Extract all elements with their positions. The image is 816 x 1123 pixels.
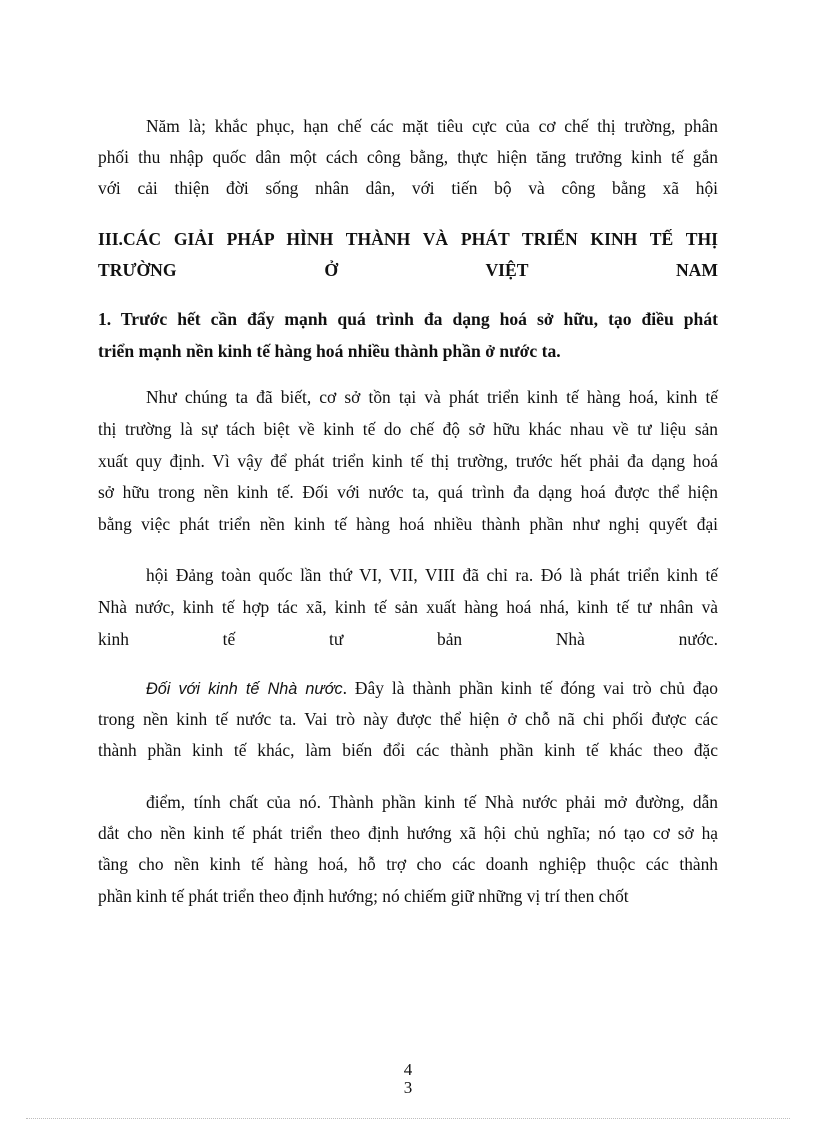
heading-word-truong: TRƯỜNG	[98, 260, 177, 280]
paragraph-3-line-1: hội Đảng toàn quốc lần thứ VI, VII, VIII đã chỉ ra. Đó là phát triển kinh tế	[146, 565, 718, 585]
italic-term: Đối với kinh tế Nhà nước	[146, 680, 343, 698]
paragraph-2-line-4: sở hữu trong nền kinh tế. Đối với nước ta, quá trình đa dạng hoá được thể hiện	[98, 482, 718, 502]
paragraph-2-line-1: Như chúng ta đã biết, cơ sở tồn tại và phát triển kinh tế hàng hoá, kinh tế	[146, 387, 718, 407]
page-number-top: 4	[403, 1060, 413, 1079]
paragraph-5-line-2: dắt cho nền kinh tế phát triển theo định hướng xã hội chủ nghĩa; nó tạo cơ sở hạ	[98, 823, 718, 843]
paragraph-1-line-2: phối thu nhập quốc dân một cách công bằng, thực hiện tăng trưởng kinh tế gắn	[98, 147, 718, 167]
section-heading-line-2	[98, 259, 718, 281]
paragraph-3-line-2: Nhà nước, kinh tế hợp tác xã, kinh tế sản xuất hàng hoá nhá, kinh tế tư nhân và	[98, 597, 718, 617]
heading-word-nam: NAM	[675, 260, 718, 280]
page-number-bottom: 3	[403, 1078, 413, 1097]
paragraph-5-line-1: điểm, tính chất của nó. Thành phần kinh tế Nhà nước phải mở đường, dẫn	[146, 792, 718, 812]
footer-dotted-rule	[26, 1118, 790, 1119]
section-heading-line-1: III.CÁC GIẢI PHÁP HÌNH THÀNH VÀ PHÁT TRIỂN KINH TẾ THỊ	[98, 229, 718, 249]
subheading-line-2: triển mạnh nền kinh tế hàng hoá nhiều thành phần ở nước ta.	[98, 341, 561, 361]
subheading-line-1: 1. Trước hết cần đẩy mạnh quá trình đa dạng hoá sở hữu, tạo điều phát	[98, 309, 718, 329]
paragraph-2-line-2: thị trường là sự tách biệt về kinh tế do chế độ sở hữu khác nhau về tư liệu sản	[98, 419, 718, 439]
paragraph-2-line-5: bằng việc phát triển nền kinh tế hàng hoá nhiều thành phần như nghị quyết đại	[98, 514, 718, 534]
paragraph-1-line-1: Năm là; khắc phục, hạn chế các mặt tiêu cực của cơ chế thị trường, phân	[146, 116, 718, 136]
heading-word-viet: VIỆT	[485, 260, 529, 280]
paragraph-1-line-3: với cải thiện đời sống nhân dân, với tiến bộ và công bằng xã hội	[98, 178, 718, 198]
heading-word-o: Ở	[324, 260, 338, 280]
paragraph-4-line-2: trong nền kinh tế nước ta. Vai trò này được thể hiện ở chỗ nã chi phối được các	[98, 709, 718, 729]
paragraph-4-line-3: thành phần kinh tế khác, làm biến đổi các thành phần kinh tế khác theo đặc	[98, 740, 718, 760]
paragraph-4-line-1-rest: . Đây là thành phần kinh tế đóng vai trò chủ đạo	[342, 678, 718, 698]
paragraph-2-line-3: xuất quy định. Vì vậy để phát triển kinh tế thị trường, trước hết phải đa dạng hoá	[98, 451, 718, 471]
paragraph-3-line-3: kinh tế tư bản Nhà nước.	[98, 629, 718, 649]
paragraph-5-line-4: phần kinh tế phát triển theo định hướng; nó chiếm giữ những vị trí then chốt	[98, 886, 629, 906]
paragraph-5-line-3: tầng cho nền kinh tế hàng hoá, hỗ trợ cho các doanh nghiệp thuộc các thành	[98, 854, 718, 874]
paragraph-4-line-1	[146, 677, 718, 700]
